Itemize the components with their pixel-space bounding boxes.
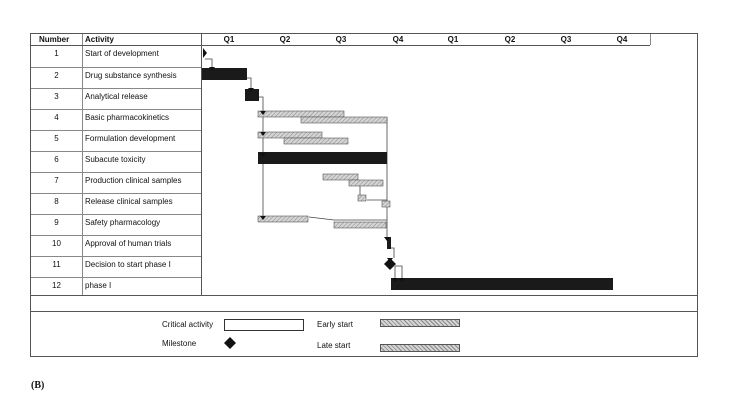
late-start-bar-release (382, 201, 390, 207)
row-activity: Subacute toxicity (83, 151, 201, 172)
row-number: 11 (31, 256, 82, 277)
early-start-bar-formulation (258, 132, 322, 138)
legend-critical-swatch (224, 319, 304, 331)
row-activity: Safety pharmacology (83, 214, 201, 235)
row-number: 6 (31, 151, 82, 172)
quarter-label: Q4 (392, 35, 404, 44)
row-activity: Start of development (85, 49, 159, 58)
late-start-bar-formulation (284, 138, 348, 144)
quarter-label: Q2 (279, 35, 291, 44)
figure-caption: (B) (31, 380, 45, 391)
header-number: Number (39, 35, 70, 44)
row-number: 1 (54, 49, 59, 58)
row-number: 7 (31, 172, 82, 193)
row-activity: Approval of human trials (83, 235, 201, 256)
late-start-bar-production (349, 180, 383, 186)
dependency-arrow (259, 97, 263, 111)
row-activity: Drug substance synthesis (83, 67, 201, 88)
dependency-arrow (395, 266, 402, 278)
legend-milestone-label: Milestone (162, 339, 197, 348)
early-start-bar-production (323, 174, 358, 180)
quarter-label: Q1 (223, 35, 235, 44)
row-activity: phase I (83, 277, 201, 298)
row-number: 4 (31, 109, 82, 130)
critical-bar-drug-synthesis (202, 68, 247, 80)
dependency-arrow (309, 217, 387, 220)
row-number: 8 (31, 193, 82, 214)
row-number: 12 (31, 277, 82, 298)
row-activity: Decision to start phase I (83, 256, 201, 277)
legend-late-swatch (380, 344, 460, 352)
gantt-chart-frame (30, 33, 698, 357)
dependency-arrow (390, 248, 394, 258)
quarter-label: Q1 (447, 35, 459, 44)
legend-late-label: Late start (317, 341, 351, 350)
quarter-label: Q4 (616, 35, 628, 44)
row-activity: Formulation development (83, 130, 201, 151)
row-number: 5 (31, 130, 82, 151)
row-number: 2 (31, 67, 82, 88)
row-activity: Release clinical samples (83, 193, 201, 214)
quarter-label: Q3 (560, 35, 572, 44)
legend-early-swatch (380, 319, 460, 327)
late-start-bar-basic-pk (301, 117, 387, 123)
row-activity: Analytical release (83, 88, 201, 109)
critical-bar-analytical-release (245, 89, 259, 101)
row-activity: Basic pharmacokinetics (83, 109, 201, 130)
row-number: 10 (31, 235, 82, 256)
legend-milestone-icon (223, 336, 237, 350)
dependency-arrow (247, 78, 251, 88)
late-start-bar-safety (334, 222, 386, 228)
row-number: 9 (31, 214, 82, 235)
legend-critical-label: Critical activity (162, 320, 214, 329)
row-activity: Production clinical samples (83, 172, 201, 193)
gantt-drawing (31, 34, 697, 356)
critical-bar-subacute-toxicity (258, 152, 387, 164)
milestone-marker (203, 48, 207, 58)
critical-bar-phase-i (391, 278, 613, 290)
early-start-bar-release (358, 195, 366, 201)
legend-early-label: Early start (317, 320, 354, 329)
row-number: 3 (31, 88, 82, 109)
dependency-arrow (205, 59, 212, 67)
early-start-bar-basic-pk (258, 111, 344, 117)
early-start-bar-safety (258, 216, 308, 222)
quarter-label: Q3 (335, 35, 347, 44)
header-activity: Activity (85, 35, 114, 44)
quarter-label: Q2 (504, 35, 516, 44)
